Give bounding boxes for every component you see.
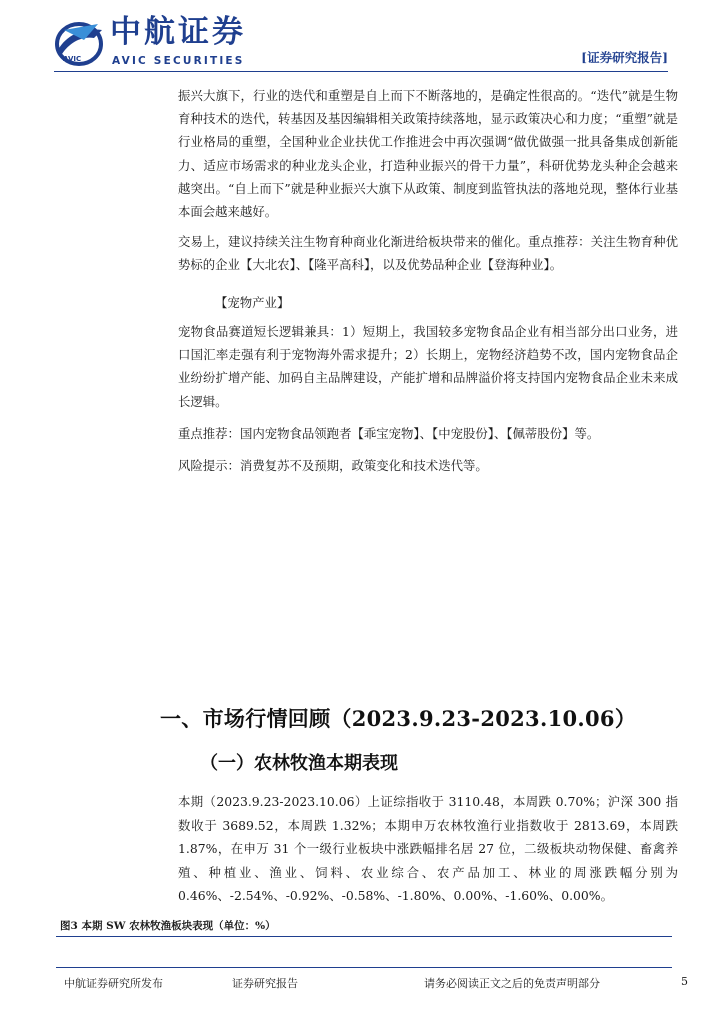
paragraph-text: 重点推荐：国内宠物食品领跑者【乖宝宠物】、【中宠股份】、【佩蒂股份】等。: [178, 426, 600, 441]
paragraph-trading-advice: [178, 230, 678, 276]
paragraph-text: 宠物食品赛道短长逻辑兼具：1）短期上，我国较多宠物食品企业有相当部分出口业务，进口国汇率走强有利于宠物海外需求提升；2）长期上，宠物经济趋势不改，国内宠物食品企业纷纷扩增产能、加码自主品牌建设，产能扩增和品牌溢价将支持国内宠物食品企业未来成长逻辑。: [178, 324, 678, 409]
avic-logo-icon: [54, 20, 104, 66]
subsection-heading: （一）农林牧渔本期表现: [200, 753, 398, 774]
figure-divider: [56, 936, 672, 937]
paragraph-text: 风险提示：消费复苏不及预期，政策变化和技术迭代等。: [178, 458, 488, 473]
logo-mark-text: AVIC: [63, 55, 82, 63]
paragraph-pet-food: [178, 320, 678, 413]
paragraph-text: 交易上，建议持续关注生物育种商业化渐进给板块带来的催化。重点推荐：关注生物育种优势标的企业【大北农】、【隆平高科】，以及优势品种企业【登海种业】。: [178, 234, 678, 272]
header-divider: [54, 71, 668, 72]
footer-disclaimer-notice: 请务必阅读正文之后的免责声明部分: [424, 977, 600, 990]
paragraph-market-review: [178, 790, 678, 908]
footer-divider: [56, 967, 672, 968]
page-number: 5: [681, 975, 688, 988]
report-type-tag: [证券研究报告]: [581, 50, 668, 65]
logo-chinese: 中航证券: [110, 14, 246, 50]
figure-caption: 图3 本期 SW 农林牧渔板块表现（单位：%）: [60, 920, 276, 932]
section-heading: 一、市场行情回顾（2023.9.23-2023.10.06）: [160, 706, 637, 731]
paragraph-text: 振兴大旗下，行业的迭代和重塑是自上而下不断落地的，是确定性很高的。“迭代”就是生物育种技术的迭代，转基因及基因编辑相关政策持续落地，显示政策决心和力度；“重塑”就是行业格局的重塑，全国种业企业扶优工作推进会中再次强调“做优做强一批具备集成创新能力、适应市场需求的种业龙头企业，打造种业振兴的骨干力量”，科研优势龙头种企会越来越突出。“自上而下”就是种业振兴大旗下从政策、制度到监管执法的落地兑现，整体行业基本面会越来越好。: [178, 88, 678, 220]
paragraph-risk-warning: [178, 456, 678, 474]
page-header: [0, 0, 724, 80]
paragraph-key-picks: [178, 424, 678, 442]
footer-report-type: 证券研究报告: [232, 977, 298, 990]
paragraph-text: 本期（2023.9.23-2023.10.06）上证综指收于 3110.48，本周跌 0.70%；沪深 300 指数收于 3689.52，本周跌 1.32%；本期申万农林牧渔行业指数收于 2813.69，本周跌 1.87%，在申万 31 个一级行业板块中涨跌幅排名居 27 位，二级板块动物保健、畜禽养殖、种植业、渔业、饲料、农业综合、农产品加工、林业的周涨跌幅分别为 0.46%、-2.54%、-0.92%、-0.58%、-1.80%、0.00%、-1.60%、0.00%。: [178, 794, 678, 904]
logo-english: AVIC SECURITIES: [112, 55, 245, 67]
pet-industry-heading: 【宠物产业】: [215, 295, 290, 310]
footer-publisher: 中航证券研究所发布: [64, 977, 163, 990]
paragraph-seed-industry: [178, 84, 678, 223]
